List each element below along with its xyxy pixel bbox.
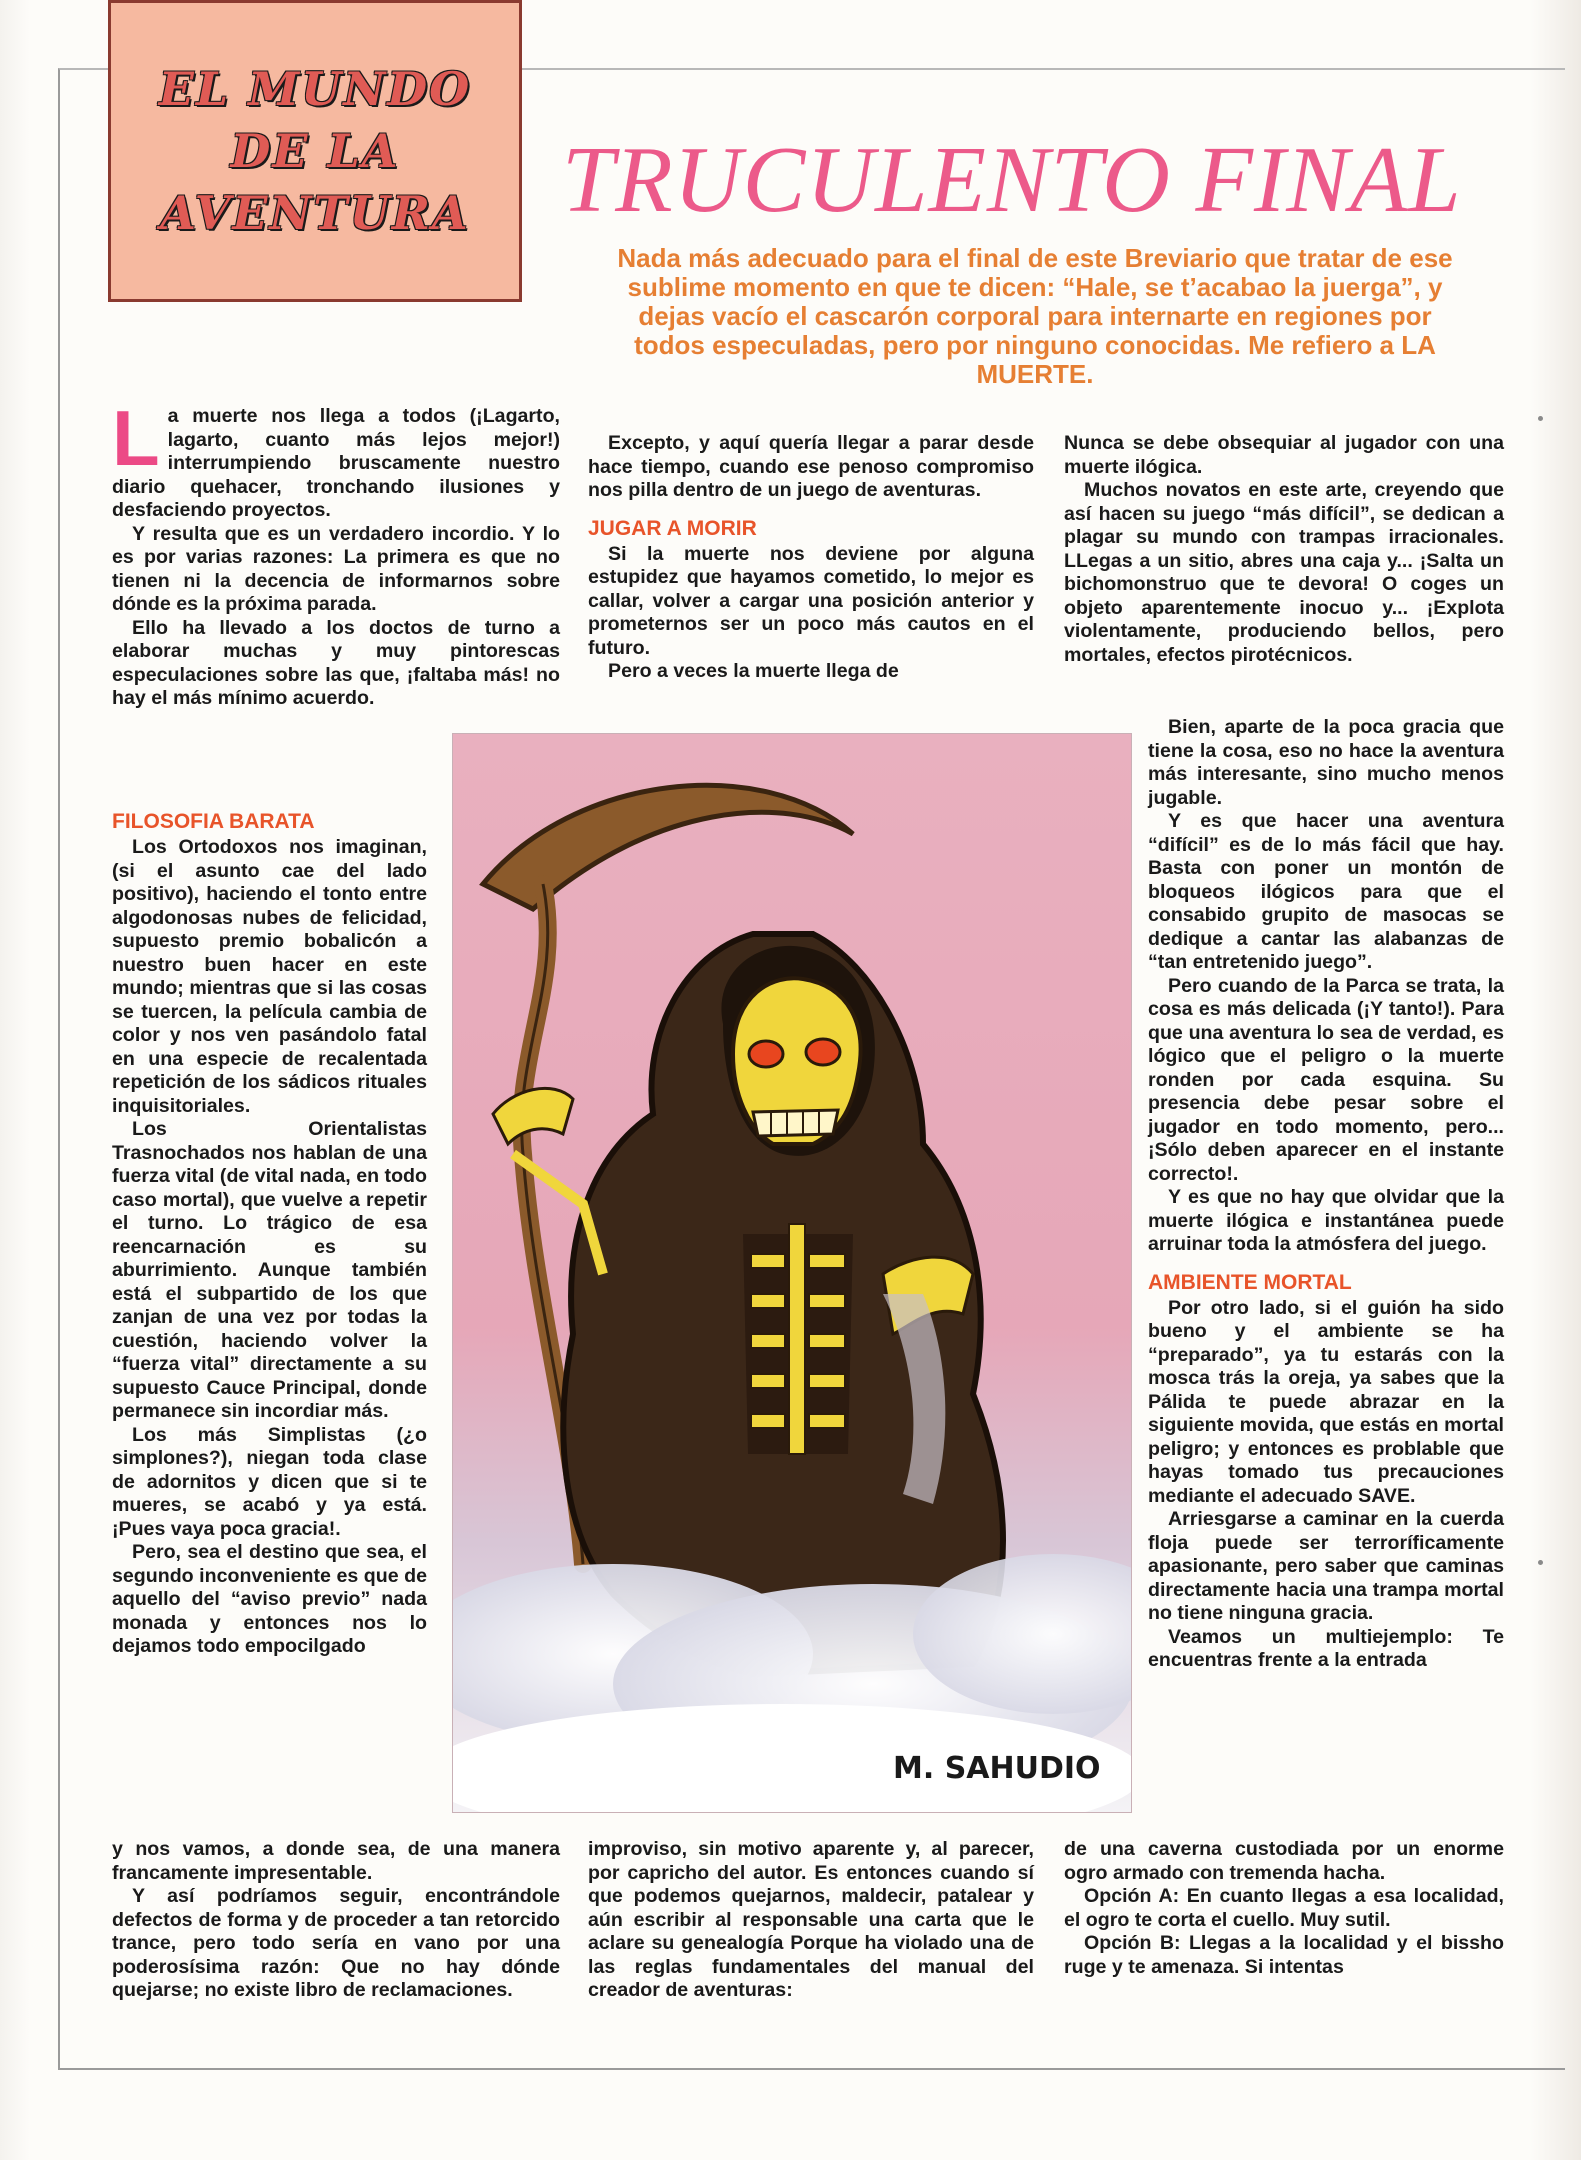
paragraph: Bien, aparte de la poca gracia que tiene la cosa, eso no hace la aventura más interesante, sino mucho menos jugable. bbox=[1148, 716, 1504, 809]
column-2-bottom bbox=[588, 1838, 1034, 2003]
paragraph: de una caverna custodiada por un enorme ogro armado con tremenda hacha. bbox=[1064, 1838, 1504, 1884]
paragraph: Si la muerte nos deviene por alguna estupidez que hayamos cometido, lo mejor es callar, volver a cargar una posición anterior y prometernos ser un poco más cautos en el futuro. bbox=[588, 542, 1034, 659]
artist-signature: M. SAHUDIO bbox=[893, 1751, 1101, 1786]
paragraph: Por otro lado, si el guión ha sido bueno y el ambiente se ha “preparado”, ya tu estarás con la mosca trás la oreja, ya sabes que la Pálida te puede abrazar en la siguiente movida, que estás en mortal peligro; y entonces es problable que hayas tomado tus precauciones mediante el adecuado SAVE. bbox=[1148, 1296, 1504, 1507]
column-3-narrow bbox=[1148, 716, 1504, 1673]
article-lead: Nada más adecuado para el final de este Breviario que tratar de ese sublime momento en que te dicen: “Hale, se t’acabao la juerga”, y dejas vacío el cascarón corporal para internarte en regiones por todos especuladas, pero por ninguno conocidas. Me refiero a LA MUERTE. bbox=[617, 243, 1453, 389]
paragraph: Nunca se debe obsequiar al jugador con una muerte ilógica. bbox=[1064, 432, 1504, 478]
spine bbox=[789, 1224, 805, 1454]
section-label-line2: DE LA bbox=[230, 124, 400, 178]
binding-mark bbox=[1538, 1560, 1543, 1565]
paragraph: Muchos novatos en este arte, creyendo que así hacen su juego “más difícil”, se dedican a plagar su mundo con trampas irracionales. LLegas a un sitio, abres una caja y... ¡Salta un bichomonstruo que te devora! O coges un objeto aparentemente inocuo y... ¡Explota violentamente, produciendo bellos, pero mortales, efectos pirotécnicos. bbox=[1064, 479, 1504, 666]
column-2-top bbox=[588, 432, 1034, 684]
paragraph: Ello ha llevado a los doctos de turno a elaborar muchas y muy pintorescas especulaciones sobre las que, ¡faltaba más! no hay el más mínimo acuerdo. bbox=[112, 616, 560, 709]
column-1-top bbox=[112, 394, 560, 711]
reaper-drawing bbox=[453, 734, 1131, 1812]
column-3-top bbox=[1064, 432, 1504, 667]
grim-reaper-illustration bbox=[452, 733, 1132, 1813]
section-heading: FILOSOFIA BARATA bbox=[112, 810, 315, 833]
section-heading: JUGAR A MORIR bbox=[588, 516, 757, 540]
column-3-bottom bbox=[1064, 1838, 1504, 1979]
section-label-box bbox=[108, 0, 522, 302]
column-1-narrow bbox=[112, 790, 427, 1659]
section-heading: AMBIENTE MORTAL bbox=[1148, 1270, 1352, 1294]
teeth bbox=[753, 1110, 838, 1136]
paragraph: Opción A: En cuanto llegas a esa localidad, el ogro te corta el cuello. Muy sutil. bbox=[1064, 1885, 1504, 1931]
paragraph: Pero, sea el destino que sea, el segundo inconveniente es que de aquello del “aviso previo” nada monada y entonces nos lo dejamos todo empocilgado bbox=[112, 1541, 427, 1657]
section-label-line3: AVENTURA bbox=[160, 186, 470, 240]
paragraph: improviso, sin motivo aparente y, al parecer, por capricho del autor. Es entonces cuando sí que podemos quejarnos, maldecir, patalear y aún escribir al responsable una carta que le aclare su genealogía Porque ha violado una de las reglas fundamentales del manual del creador de aventuras: bbox=[588, 1838, 1034, 2001]
paragraph: Pero a veces la muerte llega de bbox=[608, 660, 899, 682]
right-eye-socket bbox=[806, 1039, 840, 1065]
article-title: TRUCULENTO FINAL bbox=[562, 128, 1462, 232]
paragraph: Excepto, y aquí quería llegar a parar desde hace tiempo, cuando ese penoso compromiso nos pilla dentro de un juego de aventuras. bbox=[588, 432, 1034, 501]
paragraph: Veamos un multiejemplo: Te encuentras frente a la entrada bbox=[1148, 1625, 1504, 1671]
paragraph: Los más Simplistas (¿o simplones?), niegan toda clase de adornitos y dicen que si te mueres, se acabó y ya está. ¡Pues vaya poca gracia!. bbox=[112, 1423, 427, 1540]
paragraph: Y resulta que es un verdadero incordio. Y lo es por varias razones: La primera es que no tienen ni la decencia de informarnos sobre dónde es la próxima parada. bbox=[112, 522, 560, 615]
paragraph: Pero cuando de la Parca se trata, la cosa es más delicada (¡Y tanto!). Para que una aventura lo sea de verdad, es lógico que el peligro o la muerte ronden por cada esquina. Su presencia debe pesar sobre el jugador en todo momento, pero... ¡Sólo deben aparecer en el instante correcto!. bbox=[1148, 974, 1504, 1185]
section-label-line1: EL MUNDO bbox=[158, 62, 472, 116]
left-eye-socket bbox=[749, 1041, 783, 1067]
paragraph: Los Orientalistas Trasnochados nos hablan de una fuerza vital (de vital nada, en todo caso mortal), que vuelve a repetir el turno. Lo trágico de esa reencarnación es su aburrimiento. Aunque también está el subpartido de los que zanjan de una vez por todas la cuestión, haciendo volver la “fuerza vital” directamente a su supuesto Cauce Principal, donde permanece sin incordiar más. bbox=[112, 1118, 427, 1422]
paragraph: Arriesgarse a caminar en la cuerda floja puede ser terroríficamente apasionante, pero saber que caminas directamente hacia una trampa mortal no tiene ninguna gracia. bbox=[1148, 1508, 1504, 1624]
paragraph: Y es que hacer una aventura “difícil” es de lo más fácil que hay. Basta con poner un montón de bloqueos ilógicos para que el consabido grupito de masocas se dedique a cantar las alabanzas de “tan entretenido juego”. bbox=[1148, 810, 1504, 973]
drop-cap: L bbox=[112, 394, 160, 482]
paragraph: Los Ortodoxos nos imaginan, (si el asunto cae del lado positivo), haciendo el tonto entre algodonosas nubes de felicidad, supuesto premio bobalicón a nuestro buen hacer en este mundo; mientras que si las cosas se tuercen, la película cambia de color y nos ven pasándolo fatal en una especie de recalentada repetición de los sádicos rituales inquisitoriales. bbox=[112, 836, 427, 1117]
column-1-bottom bbox=[112, 1838, 560, 2003]
paragraph: La muerte nos llega a todos (¡Lagarto, lagarto, cuanto más lejos mejor!) interrumpiendo bruscamente nuestro diario quehacer, tronchando ilusiones y desfaciendo proyectos. bbox=[112, 394, 560, 521]
paragraph: Y así podríamos seguir, encontrándole defectos de forma y de proceder a tan retorcido trance, pero todo sería en vano por una poderosísima razón: Que no hay dónde quejarse; no existe libro de reclamaciones. bbox=[112, 1885, 560, 2001]
binding-mark bbox=[1538, 416, 1543, 421]
paragraph: Opción B: Llegas a la localidad y el bissho ruge y te amenaza. Si intentas bbox=[1064, 1932, 1504, 1978]
paragraph: Y es que no hay que olvidar que la muerte ilógica e instantánea puede arruinar toda la atmósfera del juego. bbox=[1148, 1186, 1504, 1255]
paragraph: y nos vamos, a donde sea, de una manera francamente impresentable. bbox=[112, 1838, 560, 1884]
